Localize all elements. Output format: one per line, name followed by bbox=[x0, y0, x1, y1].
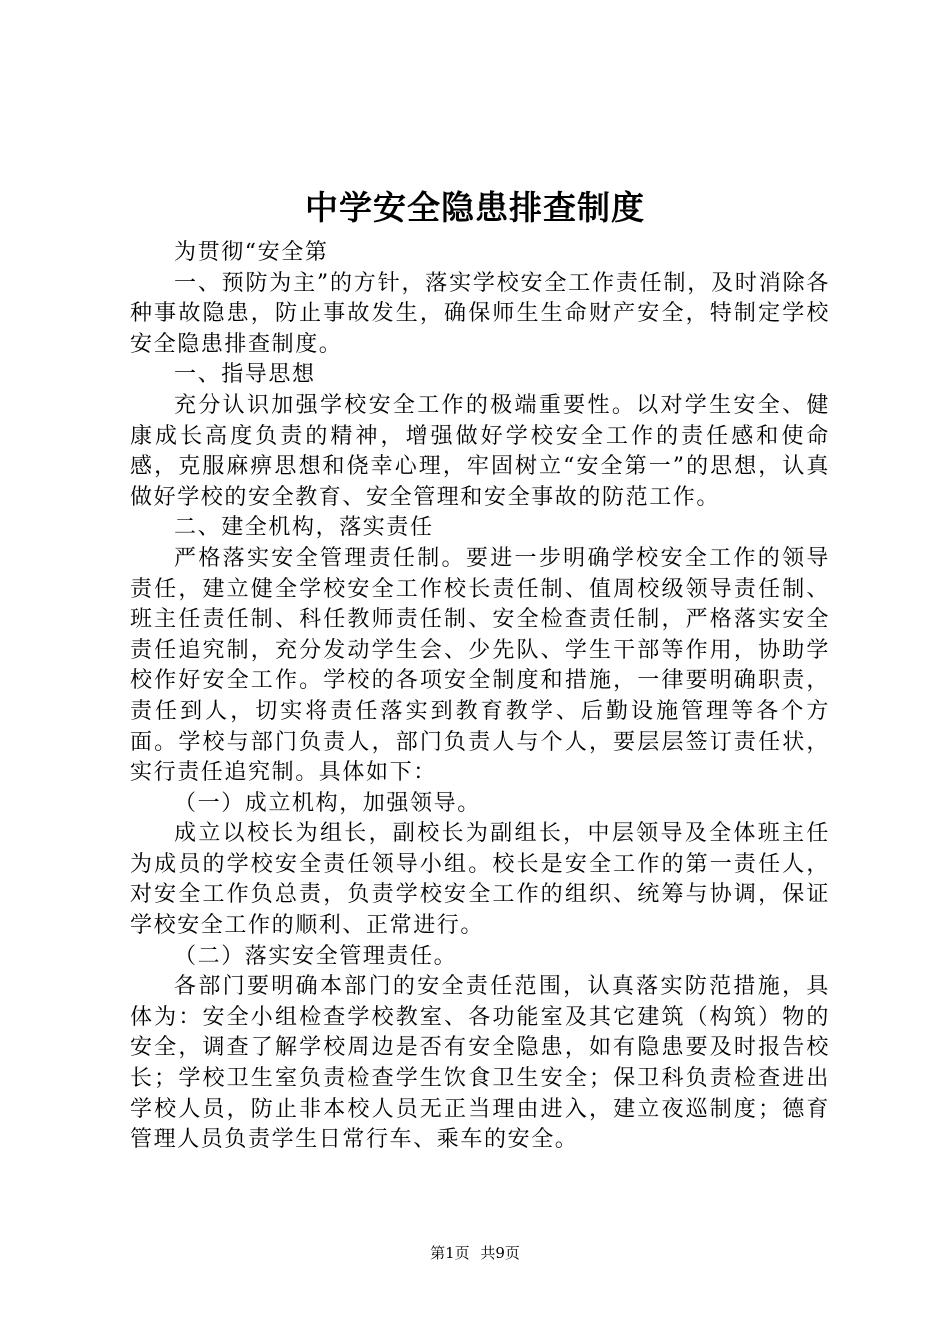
subsection-heading-leadership: （一）成立机构，加强领导。 bbox=[174, 790, 481, 816]
page-total: 共9页 bbox=[480, 1244, 520, 1262]
paragraph-department-duties: 各部门要明确本部门的安全责任范围，认真落实防范措施，具体为：安全小组检查学校教室、各功能室及其它建筑（构筑）物的安全，调查了解学校周边是否有安全隐患，如有隐患要及时报告校长；学校卫生室负责检查学生饮食卫生安全；保卫科负责检查进出学校人员，防止非本校人员无正当理由进入，建立夜巡制度；德育管理人员负责学生日常行车、乘车的安全。 bbox=[130, 974, 830, 1153]
paragraph-leadership-group: 成立以校长为组长，副校长为副组长，中层领导及全体班主任为成员的学校安全责任领导小组。校长是安全工作的第一责任人，对安全工作负总责，负责学校安全工作的组织、统筹与协调，保证学校安全工作的顺利、正常进行。 bbox=[130, 821, 830, 939]
section-heading-guiding-ideology: 一、指导思想 bbox=[174, 362, 316, 388]
section-heading-organization: 二、建全机构，落实责任 bbox=[174, 515, 434, 541]
page-footer bbox=[0, 1243, 950, 1263]
page-number: 第1页 bbox=[430, 1244, 470, 1262]
paragraph-responsibility-system: 严格落实安全管理责任制。要进一步明确学校安全工作的领导责任，建立健全学校安全工作校长责任制、值周校级领导责任制、班主任责任制、科任教师责任制、安全检查责任制，严格落实安全责任追究制，充分发动学生会、少先队、学生干部等作用，协助学校作好安全工作。学校的各项安全制度和措施，一律要明确职责，责任到人，切实将责任落实到教育教学、后勤设施管理等各个方面。学校与部门负责人，部门负责人与个人，要层层签订责任状，实行责任追究制。具体如下： bbox=[130, 545, 830, 786]
subsection-heading-management: （二）落实安全管理责任。 bbox=[174, 943, 458, 969]
paragraph-guiding-ideology: 充分认识加强学校安全工作的极端重要性。以对学生安全、健康成长高度负责的精神，增强做好学校安全工作的责任感和使命感，克服麻痹思想和侥幸心理，牢固树立“安全第一”的思想，认真做好学校的安全教育、安全管理和安全事故的防范工作。 bbox=[130, 392, 830, 510]
document-body bbox=[130, 238, 830, 1156]
document-title: 中学安全隐患排查制度 bbox=[305, 188, 645, 227]
paragraph-purpose: 一、预防为主”的方针，落实学校安全工作责任制，及时消除各种事故隐患，防止事故发生，确保师生生命财产安全，特制定学校安全隐患排查制度。 bbox=[130, 270, 830, 357]
paragraph-intro: 为贯彻“安全第 bbox=[174, 240, 329, 265]
